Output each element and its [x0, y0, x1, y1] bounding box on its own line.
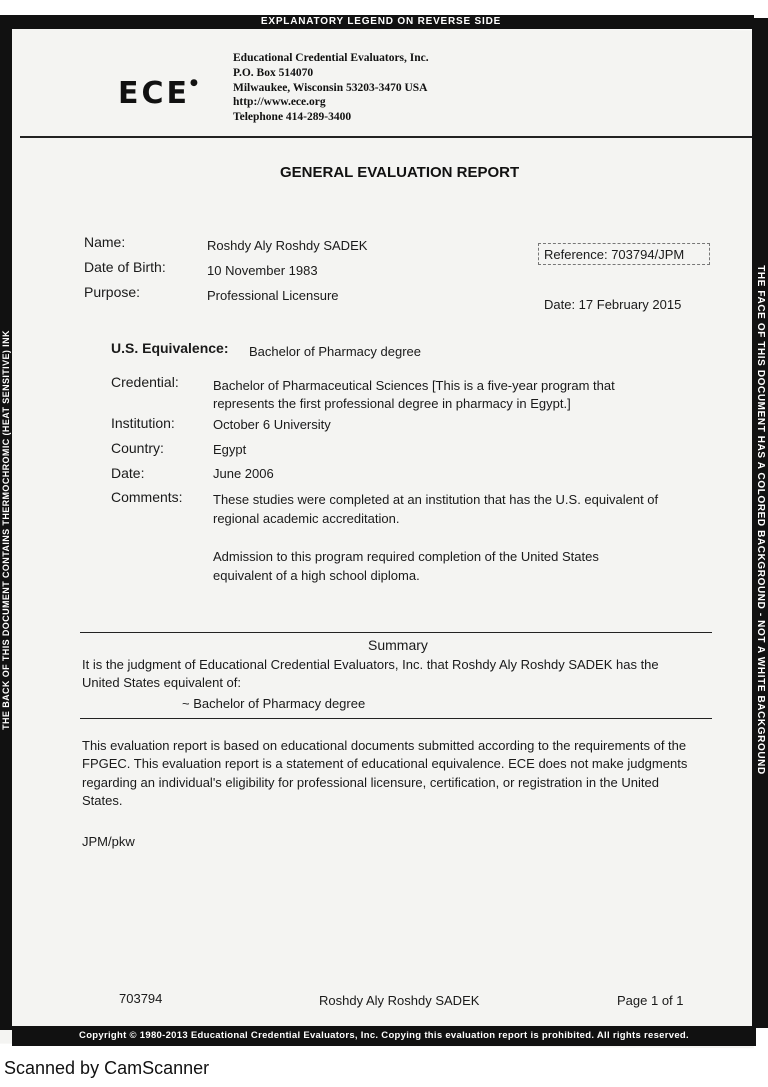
credential-line2: represents the first professional degree in pharmacy in Egypt.]: [213, 396, 571, 411]
ece-logo: [118, 76, 201, 111]
summary-degree: ~ Bachelor of Pharmacy degree: [182, 696, 366, 711]
logo-text: ECE: [118, 76, 191, 111]
report-title: GENERAL EVALUATION REPORT: [280, 164, 520, 181]
legend-band: EXPLANATORY LEGEND ON REVERSE SIDE: [8, 15, 754, 29]
name-label: Name:: [84, 234, 126, 250]
summary-line1: It is the judgment of Educational Credential Evaluators, Inc. that Roshdy Aly Roshdy SADEK has the: [82, 657, 659, 672]
org-website: http://www.ece.org: [233, 96, 326, 109]
country-value: Egypt: [213, 442, 247, 457]
summary-top-rule: [80, 632, 712, 633]
header-divider: [20, 136, 752, 138]
date-label: Date:: [111, 465, 145, 481]
equivalence-label: U.S. Equivalence:: [111, 340, 229, 356]
admission-line2: equivalent of a high school diploma.: [213, 568, 420, 583]
comments-line2: regional academic accreditation.: [213, 511, 400, 526]
registered-mark: ●: [190, 78, 201, 88]
date-value: June 2006: [213, 466, 274, 481]
purpose-label: Purpose:: [84, 284, 141, 300]
summary-bottom-rule: [80, 718, 712, 719]
country-label: Country:: [111, 440, 164, 456]
admission-line1: Admission to this program required completion of the United States: [213, 549, 599, 564]
right-band-text: THE FACE OF THIS DOCUMENT HAS A COLORED BACKGROUND - NOT A WHITE BACKGROUND: [755, 265, 766, 775]
dob-label: Date of Birth:: [84, 259, 166, 275]
purpose-value: Professional Licensure: [207, 288, 339, 303]
credential-line1: Bachelor of Pharmaceutical Sciences [This is a five-year program that: [213, 378, 615, 393]
org-name: Educational Credential Evaluators, Inc.: [233, 52, 429, 64]
name-value: Roshdy Aly Roshdy SADEK: [207, 238, 368, 253]
dob-value: 10 November 1983: [207, 263, 318, 278]
left-band-text: THE BACK OF THIS DOCUMENT CONTAINS THERMOCHROMIC (HEAT SENSITIVE) INK: [1, 330, 11, 730]
disclaimer-line3: regarding an individual's eligibility for professional licensure, certification, or registration in the United: [82, 775, 659, 790]
summary-line2: United States equivalent of:: [82, 675, 241, 690]
institution-value: October 6 University: [213, 417, 331, 432]
org-city: Milwaukee, Wisconsin 53203-3470 USA: [233, 81, 428, 94]
disclaimer-line2: FPGEC. This evaluation report is a statement of educational equivalence. ECE does not make judgments: [82, 756, 688, 771]
footer-page: Page 1 of 1: [617, 993, 684, 1008]
comments-label: Comments:: [111, 489, 183, 505]
summary-heading: Summary: [368, 637, 428, 653]
comments-line1: These studies were completed at an institution that has the U.S. equivalent of: [213, 492, 659, 507]
footer-name: Roshdy Aly Roshdy SADEK: [319, 993, 480, 1008]
organization-address: [233, 51, 429, 125]
org-po-box: P.O. Box 514070: [233, 66, 314, 79]
initials: JPM/pkw: [82, 834, 135, 849]
institution-label: Institution:: [111, 415, 175, 431]
footer-ref-number: 703794: [119, 991, 163, 1006]
credential-label: Credential:: [111, 374, 179, 390]
disclaimer-line4: States.: [82, 793, 123, 808]
reference-box: Reference: 703794/JPM: [538, 243, 710, 265]
disclaimer-line1: This evaluation report is based on educational documents submitted according to the requirements of the: [82, 738, 687, 753]
equivalence-value: Bachelor of Pharmacy degree: [249, 344, 421, 359]
report-date: Date: 17 February 2015: [544, 297, 682, 312]
scanner-watermark: Scanned by CamScanner: [4, 1058, 210, 1078]
copyright-band: Copyright © 1980-2013 Educational Credential Evaluators, Inc. Copying this evaluation report is prohibited. All rights reserved.: [12, 1026, 756, 1046]
org-phone: Telephone 414-289-3400: [233, 111, 352, 124]
